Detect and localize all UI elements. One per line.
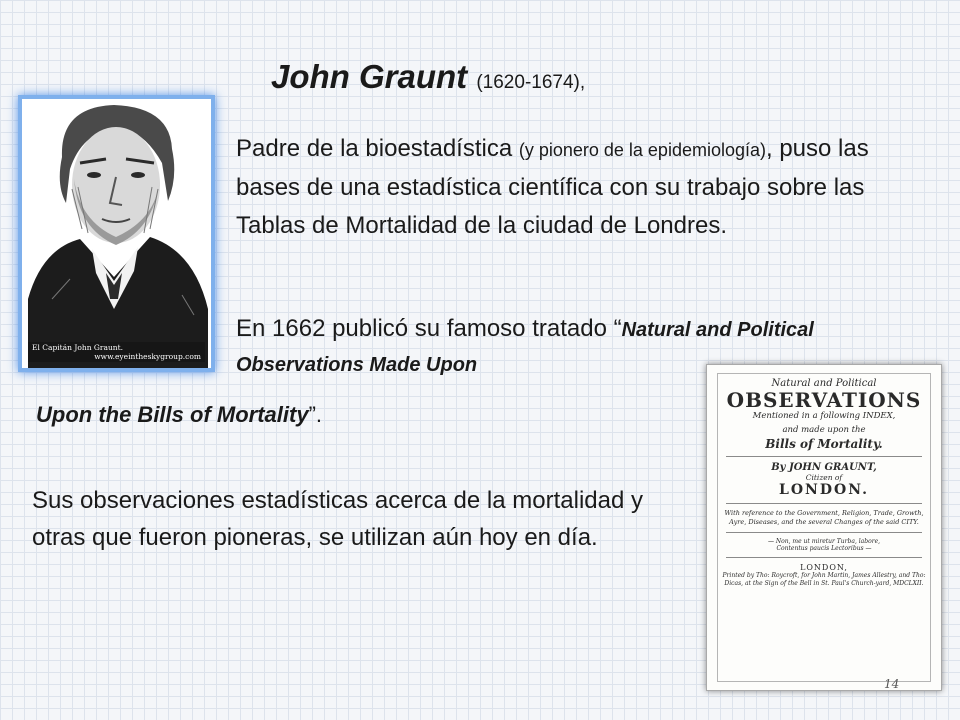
book-line-13: Printed by Tho: Roycroft, for John Martin, James Allestry, and Tho: Dicas, at the Sign of the Bell in St. Paul's Church-yard, MDCLXII. [722, 572, 926, 587]
book-cover-image [706, 364, 942, 691]
portrait-caption-name: El Capitán John Graunt. [32, 343, 124, 352]
publication-close-quote: ” [308, 402, 316, 427]
description-paragraph [236, 130, 916, 245]
book-line-1: Natural and Political [771, 378, 877, 389]
portrait-engraving [22, 99, 211, 368]
book-line-12: LONDON, [800, 563, 848, 572]
book-line-11: Contentus paucis Lectoribus — [776, 545, 872, 552]
book-divider [726, 557, 922, 558]
book-line-9: With reference to the Government, Religion, Trade, Growth, Ayre, Diseases, and the several Changes of the said CITY. [724, 509, 924, 526]
page-number: 14 [884, 677, 900, 691]
title-years: (1620-1674), [476, 72, 586, 93]
publication-continuation [36, 402, 322, 428]
book-line-4: and made upon the [782, 425, 866, 435]
publication-title-part: Natural and Political Observations Made Upon [236, 319, 814, 376]
publication-period: . [315, 402, 323, 427]
book-line-6: By JOHN GRAUNT, [771, 462, 877, 473]
book-line-3: Mentioned in a following INDEX, [752, 411, 896, 421]
book-line-8: LONDON. [779, 482, 869, 498]
book-line-5: Bills of Mortality. [765, 437, 883, 451]
book-line-2: OBSERVATIONS [726, 388, 922, 412]
book-divider [726, 532, 922, 533]
publication-intro: En 1662 publicó su famoso tratado “ [236, 315, 622, 342]
description-part2: (y pionero de la epidemiología) [518, 140, 766, 160]
publication-continuation-title: Upon the Bills of Mortality [36, 402, 309, 427]
book-divider [726, 456, 922, 457]
slide-title [271, 58, 585, 96]
portrait-caption [28, 342, 205, 362]
book-line-10: — Non, me ut miretur Turba, labore, [767, 538, 881, 545]
book-divider [726, 503, 922, 504]
portrait-image [18, 95, 215, 372]
book-line-7: Citizen of [805, 473, 843, 482]
description-part1: Padre de la bioestadística [236, 135, 519, 162]
title-name: John Graunt [271, 58, 468, 95]
book-cover-border [717, 373, 931, 682]
portrait-caption-url: www.eyeintheskygroup.com [94, 352, 201, 361]
observations-paragraph: Sus observaciones estadísticas acerca de la mortalidad y otras que fueron pioneras, se utilizan aún hoy en día. [32, 487, 643, 551]
description-part3: , puso las bases de una estadística científica con su trabajo sobre las Tablas de Mortalidad de la ciudad de Londres. [236, 135, 869, 239]
